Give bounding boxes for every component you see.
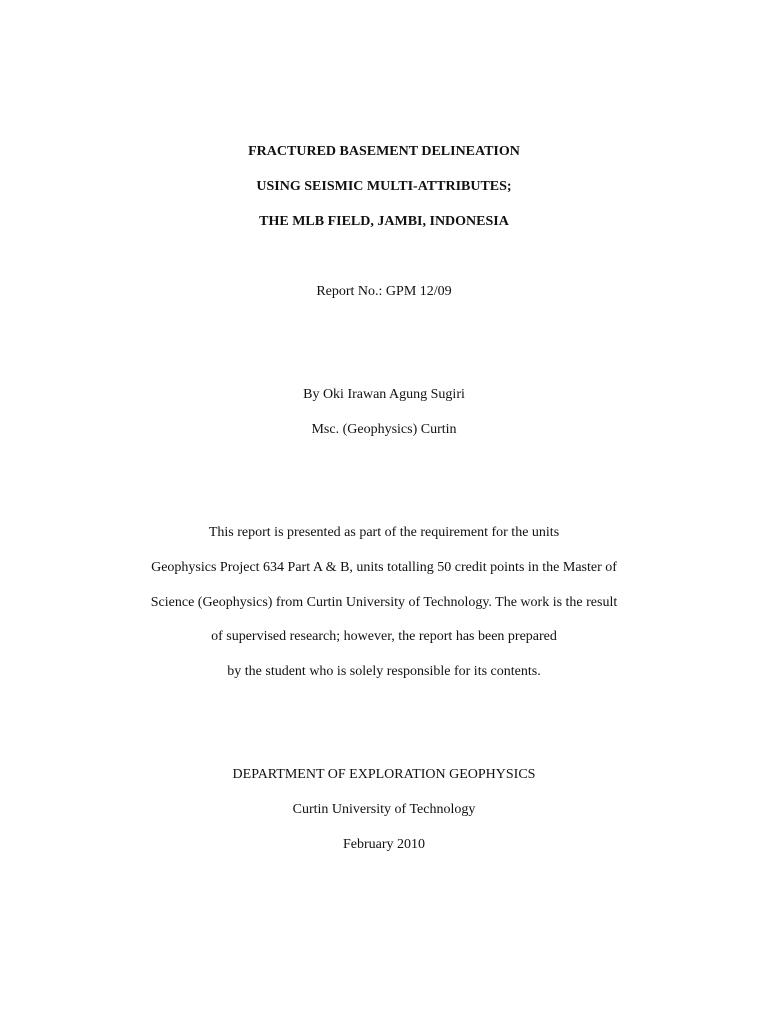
author-degree: Msc. (Geophysics) Curtin [311,422,457,437]
university-name: Curtin University of Technology [292,802,476,817]
statement-line-2: Geophysics Project 634 Part A & B, units totalling 50 credit points in the Master of [151,560,617,575]
statement-line-3: Science (Geophysics) from Curtin University of Technology. The work is the result [150,595,618,610]
report-number: Report No.: GPM 12/09 [316,284,452,299]
statement-line-5: by the student who is solely responsible for its contents. [227,664,541,679]
title-line-3: THE MLB FIELD, JAMBI, INDONESIA [259,214,509,229]
statement-line-1: This report is presented as part of the requirement for the units [208,525,560,540]
report-date: February 2010 [342,837,426,852]
statement-line-4: of supervised research; however, the report has been prepared [211,629,557,644]
author-by-line: By Oki Irawan Agung Sugiri [303,387,465,402]
department-name: DEPARTMENT OF EXPLORATION GEOPHYSICS [232,767,536,782]
title-line-1: FRACTURED BASEMENT DELINEATION [248,144,520,159]
title-line-2: USING SEISMIC MULTI-ATTRIBUTES; [256,179,512,194]
